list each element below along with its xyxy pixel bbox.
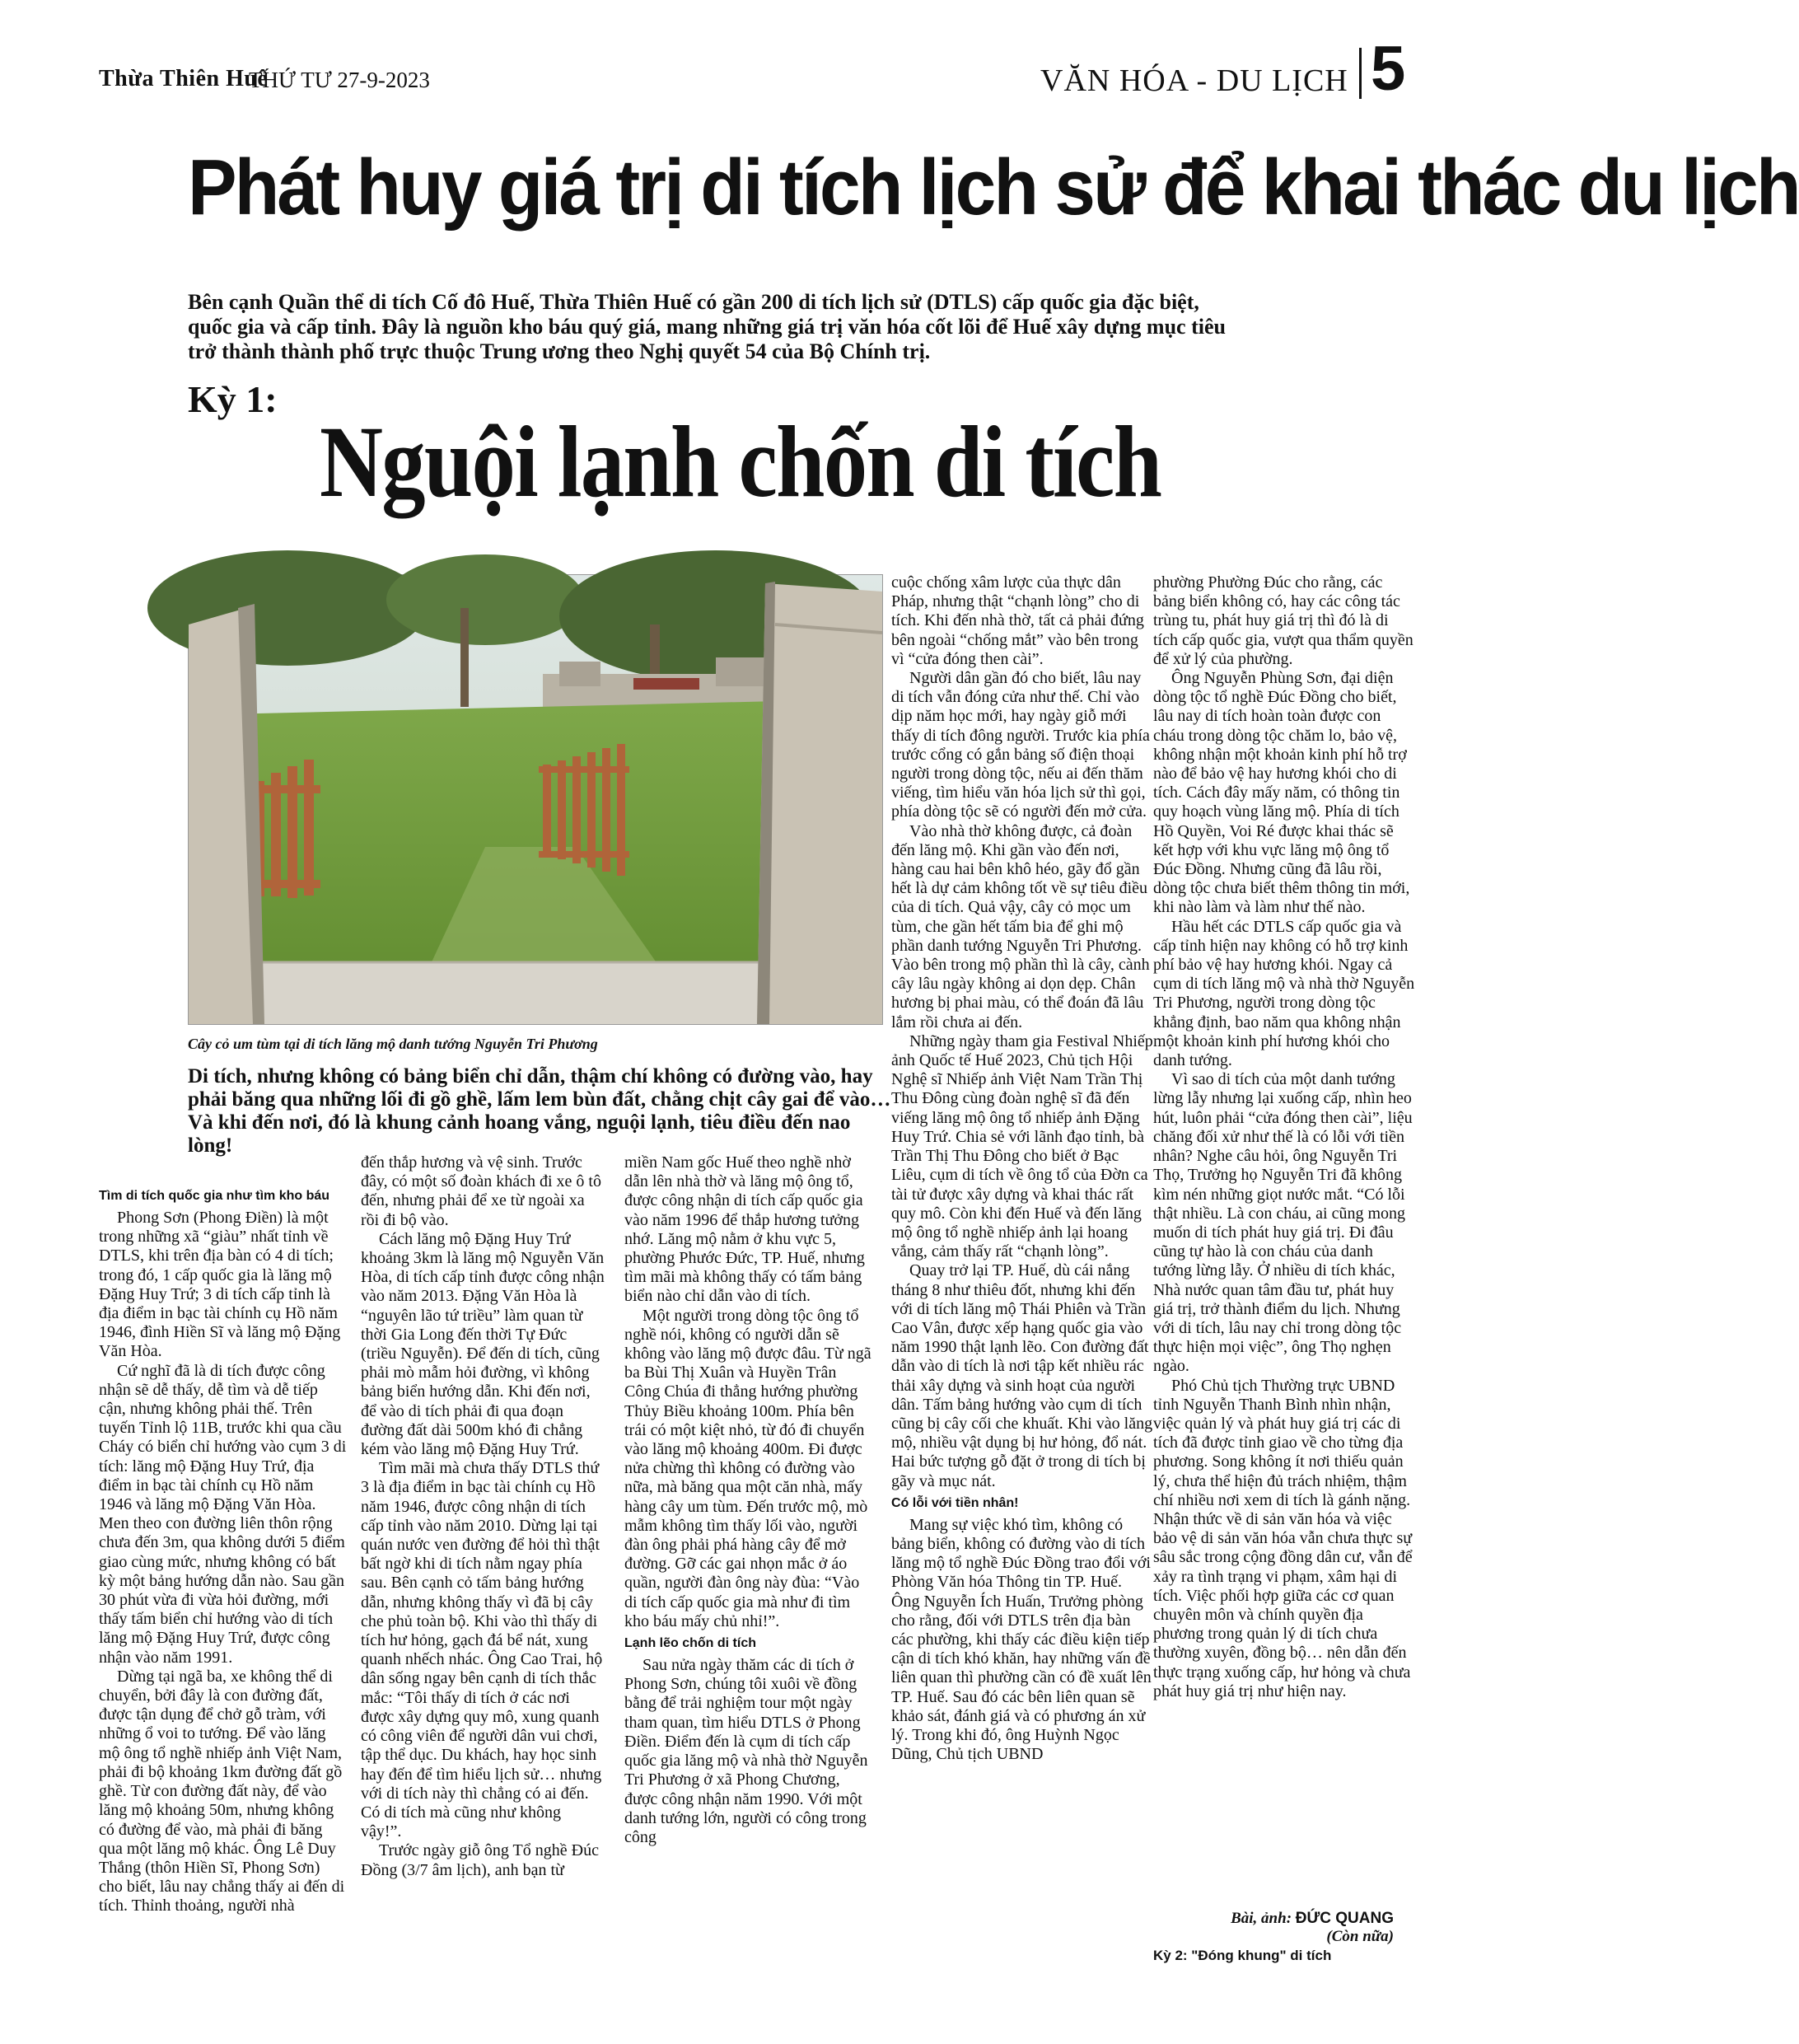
paragraph: Phó Chủ tịch Thường trực UBND tỉnh Nguyễn Thanh Bình nhìn nhận, việc quản lý và phát huy giá trị các di tích đã được tỉnh giao về cho từng địa phương. Song không ít nơi thiếu quản lý, chưa thể hiện đủ trách nhiệm, thậm chí nhiều nơi xem di tích là gánh nặng. Nhận thức về di sản văn hóa và việc bảo vệ di sản văn hóa vẫn chưa thực sự sâu sắc trong cộng đồng dân cư, vẫn để xảy ra tình trạng vi phạm, xâm hại di tích. Việc phối hợp giữa các cơ quan chuyên môn và chính quyền địa phương trong quản lý di tích chưa thường xuyên, đồng bộ… nên dẫn đến thực trạng xuống cấp, hư hỏng và chưa phát huy giá trị như hiện nay.: [1153, 1376, 1413, 1700]
paragraph: Quay trở lại TP. Huế, dù cái nắng tháng 8 như thiêu đốt, nhưng khi đến với di tích lăng mộ Thái Phiên và Trần Cao Vân, được xếp hạng quốc gia vào năm 1990 thật lạnh lẽo. Con đường đất dẫn vào di tích là nơi tập kết nhiều rác thải xây dựng và sinh hoạt của người dân. Tấm bảng hướng vào cụm di tích cũng bị cây cối che khuất. Khi vào lăng mộ, nhiều vật dụng bị hư hỏng, đổ nát. Hai bức tượng gỗ đặt ở trong di tích bị gãy và mục nát.: [891, 1261, 1153, 1490]
text-column-5: [1153, 573, 1415, 1908]
headline: Phát huy giá trị di tích lịch sử để khai thác du lịch: [188, 143, 1799, 232]
byline-author: ĐỨC QUANG: [1295, 1910, 1394, 1927]
paragraph: Dừng tại ngã ba, xe không thể di chuyển, bởi đây là con đường đất, được tận dụng để chở gỗ tràm, với những ổ voi to tướng. Để vào lăng mộ ông tổ nghề nhiếp ảnh Việt Nam, phải đi bộ khoảng 1km đường đất gồ ghề. Từ con đường đất này, để vào lăng mộ khoảng 50m, nhưng không có đường để vào, mà phải đi băng qua một lăng mộ khác. Ông Lê Duy Thắng (thôn Hiền Sĩ, Phong Sơn) cho biết, lâu nay chẳng thấy ai đến di tích. Thỉnh thoảng, người nhà: [99, 1667, 345, 1915]
paragraph: Trước ngày giỗ ông Tổ nghề Đúc Đồng (3/7 âm lịch), anh bạn từ: [361, 1841, 599, 1879]
part-label: Kỳ 1:: [188, 378, 278, 420]
to-be-continued: (Còn nữa): [1326, 1928, 1394, 1945]
next-part-teaser: Kỳ 2: "Đóng khung" di tích: [1153, 1948, 1332, 1963]
article-intro: Di tích, nhưng không có bảng biển chỉ dẫn, thậm chí không có đường vào, hay phải băng qua những lối đi gồ ghề, lấm lem bùn đất, chằng chịt cây gai để vào… Và khi đến nơi, đó là khung cảnh hoang vắng, nguội lạnh, tiêu điều đến nao lòng!: [188, 1065, 891, 1157]
paragraph: Những ngày tham gia Festival Nhiếp ảnh Quốc tế Huế 2023, Chủ tịch Hội Nghệ sĩ Nhiếp ảnh Việt Nam Trần Thị Thu Đông cùng đoàn nghệ sĩ đã đến viếng lăng mộ ông tổ nhiếp ảnh Đặng Huy Trứ. Chia sẻ với lãnh đạo tỉnh, bà Trần Thị Thu Đông cho biết ở Bạc Liêu, cụm di tích về ông tổ của Đờn ca tài tử được xây dựng và khai thác rất quy mô. Còn khi đến Huế và đến lăng mộ ông tổ nghề nhiếp ảnh lại hoang vắng, cảm thấy rất “chạnh lòng”.: [891, 1031, 1153, 1261]
paragraph: Ông Nguyễn Phùng Sơn, đại diện dòng tộc tổ nghề Đúc Đồng cho biết, lâu nay di tích hoàn toàn được con cháu trong dòng tộc chăm lo, bảo vệ, không nhận một khoản kinh phí hỗ trợ nào để bảo vệ hay hương khói cho di tích. Cách đây mấy năm, có thông tin quy hoạch vùng lăng mộ. Phía di tích Hồ Quyền, Voi Ré được khai thác sẽ kết hợp với khu vực lăng mộ ông tổ Đúc Đồng. Nhưng cũng đã lâu rồi, dòng tộc chưa biết thêm thông tin mới, khi nào làm và làm như thế nào.: [1153, 669, 1410, 917]
text-column-3: [624, 1153, 871, 1986]
tomb-gate-illustration: [189, 575, 882, 1024]
byline-line: [1153, 1910, 1394, 1928]
paragraph: Mang sự việc khó tìm, không có bảng biển, không có đường vào di tích lăng mộ tổ nghề Đúc Đồng trao đổi với Phòng Văn hóa Thông tin TP. Huế. Ông Nguyễn Ích Huấn, Trưởng phòng cho rằng, đối với DTLS trên địa bàn các phường, khi thấy các điều kiện tiếp cận di tích khó khăn, hay những vấn đề liên quan thì phường cần có đề xuất lên TP. Huế. Sau đó các bên liên quan sẽ khảo sát, đánh giá và có phương án xử lý. Trong khi đó, ông Huỳnh Ngọc Dũng, Chủ tịch UBND: [891, 1515, 1152, 1764]
paragraph: cuộc chống xâm lược của thực dân Pháp, nhưng thật “chạnh lòng” cho di tích. Khi đến nhà thờ, tất cả phải đứng bên ngoài “chống mắt” vào bên trong vì “cửa đóng then cài”.: [891, 573, 1144, 668]
section-heading: Có lỗi với tiền nhân!: [891, 1495, 1019, 1510]
paragraph: Vào nhà thờ không được, cả đoàn đến lăng mộ. Khi gần vào đến nơi, hàng cau hai bên khô héo, gãy đổ gần hết là dự cảm không tốt về sự tiêu điều của di tích. Quả vậy, cây cỏ mọc um tùm, che gần hết tấm bia để ghi mộ phần danh tướng Nguyễn Tri Phương. Vào bên trong mộ phần thì là cây, cành cây lâu ngày không ai dọn dẹp. Chân hương bị phai màu, có thể đoán đã lâu lắm rồi chưa ai đến.: [891, 821, 1150, 1031]
text-column-1: [99, 1184, 348, 1991]
paragraph: đến thắp hương và vệ sinh. Trước đây, có một số đoàn khách đi xe ô tô đến, nhưng phải để xe từ ngoài xa rồi đi bộ vào.: [361, 1153, 601, 1229]
text-column-4: [891, 573, 1153, 1990]
paragraph: Tìm mãi mà chưa thấy DTLS thứ 3 là địa điểm in bạc tài chính cụ Hồ năm 1946, được công nhận di tích cấp tỉnh vào năm 2010. Dừng lại tại quán nước ven đường để hỏi thì thật bất ngờ khi di tích nằm ngay phía sau. Bên cạnh cỏ tấm bảng hướng dẫn, nhưng không thấy vì đã bị cây che phủ toàn bộ. Khi vào thì thấy di tích hư hỏng, gạch đá bể nát, xung quanh nhếch nhác. Ông Cao Trai, hộ dân sống ngay bên cạnh di tích thắc mắc: “Tôi thấy di tích ở các nơi được xây dựng quy mô, xung quanh có công viên để người dân vui chơi, tập thể dục. Du khách, hay học sinh hay đến để tìm hiểu lịch sử… nhưng với di tích này thì chẳng có ai đến. Có di tích mà cũng như không vậy!”.: [361, 1459, 603, 1841]
page-number: 5: [1371, 34, 1406, 104]
paragraph: Vì sao di tích của một danh tướng lừng lẫy nhưng lại xuống cấp, nhìn heo hút, luôn phải “cửa đóng then cài”, liệu chăng đối xử như thế là có lỗi với tiền nhân? Nghe câu hỏi, ông Nguyễn Tri Thọ, Trưởng họ Nguyễn Tri đã không kìm nén những giọt nước mắt. “Có lỗi thật nhiều. Là con cháu, ai cũng mong muốn di tích phát huy giá trị. Đi đâu cũng tự hào là con cháu của danh tướng lừng lẫy. Ở nhiều di tích khác, Nhà nước quan tâm đầu tư, phát huy giá trị, trở thành điểm du lịch. Nhưng với di tích, lâu nay chỉ trong dòng tộc thực hiện mọi việc”, ông Thọ nghẹn ngào.: [1153, 1070, 1413, 1376]
subheadline: Nguội lạnh chốn di tích: [320, 405, 1161, 518]
paragraph: Phong Sơn (Phong Điền) là một trong những xã “giàu” nhất tỉnh về DTLS, khi trên địa bàn có 4 di tích; trong đó, 1 cấp quốc gia là lăng mộ Đặng Huy Trứ; 3 di tích cấp tỉnh là địa điểm in bạc tài chính cụ Hồ năm 1946, đình Hiền Sĩ và lăng mộ Đặng Văn Hòa.: [99, 1209, 341, 1361]
lead-paragraph: Bên cạnh Quần thể di tích Cố đô Huế, Thừa Thiên Huế có gần 200 di tích lịch sử (DTLS) cấp quốc gia đặc biệt, quốc gia và cấp tỉnh. Đây là nguồn kho báu quý giá, mang những giá trị văn hóa cốt lõi để Huế xây dựng mục tiêu trở thành thành phố trực thuộc Trung ương theo Nghị quyết 54 của Bộ Chính trị.: [188, 290, 1226, 363]
paragraph: miền Nam gốc Huế theo nghề nhờ dẫn lên nhà thờ và lăng mộ ông tổ, được công nhận di tích cấp quốc gia vào năm 1996 để thắp hương tưởng nhớ. Lăng mộ nằm ở khu vực 5, phường Phước Đức, TP. Huế, nhưng tìm mãi mà không thấy có tấm bảng biển nào chỉ dẫn vào di tích.: [624, 1153, 865, 1306]
paragraph: Cứ nghĩ đã là di tích được công nhận sẽ dễ thấy, dễ tìm và dễ tiếp cận, nhưng không phải thế. Trên tuyến Tỉnh lộ 11B, trước khi qua cầu Cháy có biển chỉ hướng vào cụm 3 di tích: lăng mộ Đặng Huy Trứ, địa điểm in bạc tài chính cụ Hồ năm 1946 và lăng mộ Đặng Văn Hòa. Men theo con đường liên thôn rộng chưa đến 3m, qua không dưới 5 điểm giao cùng mức, nhưng không có bất kỳ một bảng hướng dẫn nào. Sau gần 30 phút vừa đi vừa hỏi đường, mới thấy tấm biển chỉ hướng vào di tích lăng mộ Đặng Huy Trứ, được công nhận vào năm 1991.: [99, 1361, 347, 1667]
paragraph: phường Phường Đúc cho rằng, các bảng biển không có, hay các công tác trùng tu, phát huy giá trị thì đó là di tích cấp quốc gia, vượt qua thẩm quyền để xử lý của phường.: [1153, 573, 1414, 668]
paragraph: Cách lăng mộ Đặng Huy Trứ khoảng 3km là lăng mộ Nguyễn Văn Hòa, di tích cấp tỉnh được công nhận vào năm 2013. Đặng Văn Hòa là “nguyên lão tứ triều” làm quan từ thời Gia Long đến thời Tự Đức (triều Nguyễn). Để đến di tích, cũng phải mò mẫm hỏi đường, vì không bảng biển hướng dẫn. Khi đến nơi, để vào di tích phải đi qua đoạn đường đất dài 500m khó đi chẳng kém vào lăng mộ Đặng Huy Trứ.: [361, 1229, 605, 1459]
paragraph: Một người trong dòng tộc ông tổ nghề nói, không có người dẫn sẽ không vào lăng mộ được đâu. Từ ngã ba Bùi Thị Xuân và Huyền Trân Công Chúa đi thẳng hướng phường Thủy Biều khoảng 100m. Phía bên trái có một kiệt nhỏ, từ đó đi chuyển vào lăng mộ khoảng 400m. Đi được nửa chừng thì không có đường vào nữa, mà băng qua một căn nhà, mấy hàng cây um tùm. Đến trước mộ, mò mẫm không tìm thấy lối vào, người đàn ông phải phá hàng cây để mở đường. Gỡ các gai nhọn mắc ở áo quần, người đàn ông này đùa: “Vào di tích cấp quốc gia mà như đi tìm kho báu mấy chủ nhỉ!”.: [624, 1306, 871, 1630]
masthead: Thừa Thiên Huế: [99, 66, 269, 91]
article-photo: [188, 574, 883, 1025]
paragraph: Sau nửa ngày thăm các di tích ở Phong Sơn, chúng tôi xuôi về đồng bằng để trải nghiệm tour một ngày tham quan, tìm hiểu DTLS ở Phong Điền. Điểm đến là cụm di tích cấp quốc gia lăng mộ và nhà thờ Nguyễn Tri Phương ở xã Phong Chương, được công nhận năm 1990. Với một danh tướng lớn, người có công trong công: [624, 1656, 868, 1846]
photo-caption: Cây cỏ um tùm tại di tích lăng mộ danh tướng Nguyễn Tri Phương: [188, 1036, 598, 1052]
section-heading: Lạnh lẽo chốn di tích: [624, 1636, 756, 1651]
section-heading: Tìm di tích quốc gia như tìm kho báu: [99, 1189, 330, 1203]
paragraph: Người dân gần đó cho biết, lâu nay di tích vẫn đóng cửa như thế. Chỉ vào dịp năm học mới, hay ngày giỗ mới thấy di tích đông người. Trước kia phía trước cổng có gắn bảng số điện thoại người trong dòng tộc, nếu ai đến thăm viếng, tìm hiểu văn hóa lịch sử thì gọi, phía dòng tộc sẽ có người đến mở cửa.: [891, 669, 1150, 821]
byline: [1153, 1910, 1394, 1946]
section-title: VĂN HÓA - DU LỊCH: [1040, 63, 1348, 98]
byline-prefix: Bài, ảnh:: [1231, 1910, 1292, 1927]
text-column-2: [361, 1153, 605, 1986]
paragraph: Hầu hết các DTLS cấp quốc gia và cấp tỉnh hiện nay không có hỗ trợ kinh phí bảo vệ hay hương khói. Ngay cả cụm di tích lăng mộ và nhà thờ Nguyễn Tri Phương, người trong dòng tộc khẳng định, bao năm qua không nhận một khoản kinh phí hương khói cho danh tướng.: [1153, 917, 1415, 1070]
issue-date: THỨ TƯ 27-9-2023: [249, 68, 430, 92]
header-divider: [1359, 48, 1362, 99]
